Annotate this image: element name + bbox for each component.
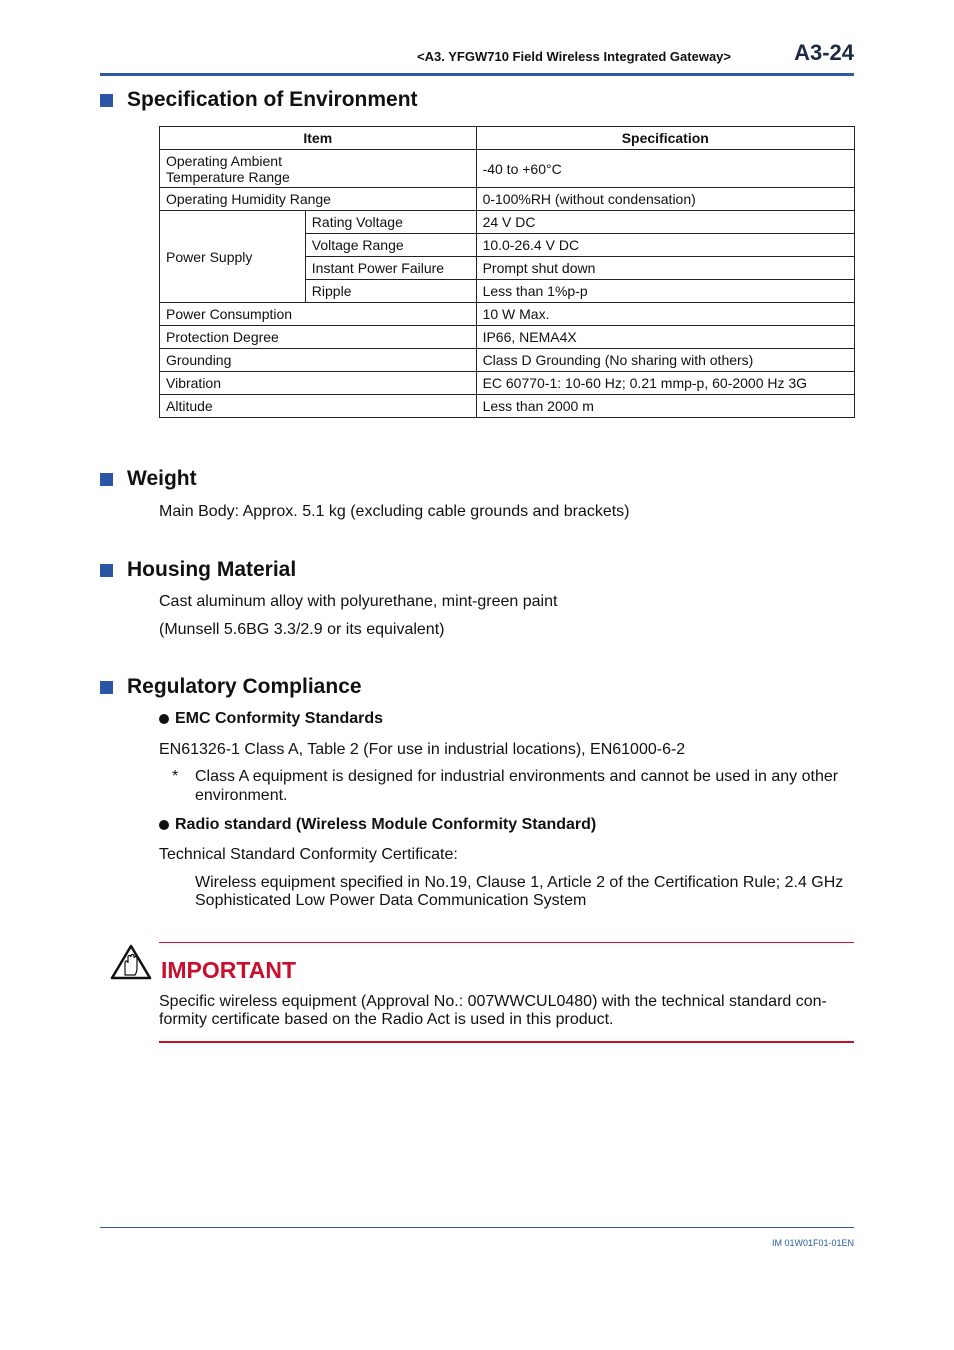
radio-heading <box>159 816 596 834</box>
note-line1: Class A equipment is designed for industrial environments and cannot be used in any other <box>195 768 839 785</box>
table-cell-item: Grounding <box>160 349 477 372</box>
environment-heading <box>100 88 418 112</box>
table-row <box>160 395 855 418</box>
important-top-rule <box>159 942 854 943</box>
note-asterisk: * <box>172 768 179 785</box>
table-cell-subitem: Ripple <box>305 280 476 303</box>
table-cell-item: Protection Degree <box>160 326 477 349</box>
table-cell-subitem: Voltage Range <box>305 234 476 257</box>
table-cell-spec: IP66, NEMA4X <box>476 326 854 349</box>
page-number: A3-24 <box>794 40 854 65</box>
header-divider <box>100 73 854 76</box>
column-header-spec: Specification <box>476 127 854 150</box>
table-cell-spec: 0-100%RH (without condensation) <box>476 188 854 211</box>
table-row <box>160 211 855 234</box>
table-cell-spec: EC 60770-1: 10-60 Hz; 0.21 mmp-p, 60-2000 Hz 3G <box>476 372 854 395</box>
bullet-dot-icon <box>159 820 169 830</box>
table-row <box>160 188 855 211</box>
environment-heading-text: Specification of Environment <box>127 88 418 111</box>
table-cell-spec: Less than 1%p-p <box>476 280 854 303</box>
footer-divider <box>100 1227 854 1228</box>
square-bullet-icon <box>100 94 113 107</box>
cell-line: Operating Ambient <box>166 152 282 169</box>
housing-text-line2: (Munsell 5.6BG 3.3/2.9 or its equivalent) <box>159 621 445 638</box>
table-row <box>160 372 855 395</box>
square-bullet-icon <box>100 473 113 486</box>
weight-heading-text: Weight <box>127 467 197 490</box>
regulatory-heading-text: Regulatory Compliance <box>127 675 362 698</box>
weight-text: Main Body: Approx. 5.1 kg (excluding cable grounds and brackets) <box>159 503 630 520</box>
table-cell-spec: 10 W Max. <box>476 303 854 326</box>
table-cell-item <box>160 150 477 188</box>
important-title: IMPORTANT <box>161 957 297 983</box>
table-cell-spec: -40 to +60°C <box>476 150 854 188</box>
regulatory-heading <box>100 675 362 699</box>
column-header-item: Item <box>160 127 477 150</box>
emc-heading <box>159 710 383 728</box>
table-row <box>160 150 855 188</box>
weight-heading <box>100 467 197 491</box>
radio-heading-text: Radio standard (Wireless Module Conformity Standard) <box>175 816 597 833</box>
table-cell-subitem: Rating Voltage <box>305 211 476 234</box>
square-bullet-icon <box>100 681 113 694</box>
housing-text-line1: Cast aluminum alloy with polyurethane, mint-green paint <box>159 593 558 610</box>
table-cell-item: Vibration <box>160 372 477 395</box>
table-cell-item: Operating Humidity Range <box>160 188 477 211</box>
table-header-row <box>160 127 855 150</box>
environment-spec-table <box>159 126 855 418</box>
table-cell-spec: 24 V DC <box>476 211 854 234</box>
table-row <box>160 326 855 349</box>
document-code: IM 01W01F01-01EN <box>771 1238 854 1248</box>
radio-detail-line2: Sophisticated Low Power Data Communication System <box>195 892 587 909</box>
table-row <box>160 303 855 326</box>
housing-heading <box>100 558 296 582</box>
radio-detail-line1: Wireless equipment specified in No.19, Clause 1, Article 2 of the Certification Rule; 2.4 GHz <box>195 874 844 891</box>
table-cell-spec: Class D Grounding (No sharing with others) <box>476 349 854 372</box>
note-line2: environment. <box>195 787 288 804</box>
table-cell-spec: Less than 2000 m <box>476 395 854 418</box>
square-bullet-icon <box>100 564 113 577</box>
table-cell-item: Power Consumption <box>160 303 477 326</box>
bullet-dot-icon <box>159 714 169 724</box>
table-cell-spec: 10.0-26.4 V DC <box>476 234 854 257</box>
header-section-title: <A3. YFGW710 Field Wireless Integrated Gateway> <box>417 49 731 64</box>
radio-text: Technical Standard Conformity Certificate: <box>159 846 458 863</box>
table-cell-item: Power Supply <box>160 211 306 303</box>
housing-heading-text: Housing Material <box>127 558 297 581</box>
important-bottom-rule <box>159 1041 854 1043</box>
table-row <box>160 349 855 372</box>
table-cell-spec: Prompt shut down <box>476 257 854 280</box>
emc-text: EN61326-1 Class A, Table 2 (For use in industrial locations), EN61000-6-2 <box>159 741 686 758</box>
table-cell-item: Altitude <box>160 395 477 418</box>
cell-line: Temperature Range <box>166 168 290 185</box>
caution-hand-icon <box>110 944 152 980</box>
important-line2: formity certificate based on the Radio Act is used in this product. <box>159 1011 614 1028</box>
table-cell-subitem: Instant Power Failure <box>305 257 476 280</box>
emc-heading-text: EMC Conformity Standards <box>175 710 384 727</box>
important-line1: Specific wireless equipment (Approval No.: 007WWCUL0480) with the technical standard con- <box>159 993 827 1010</box>
